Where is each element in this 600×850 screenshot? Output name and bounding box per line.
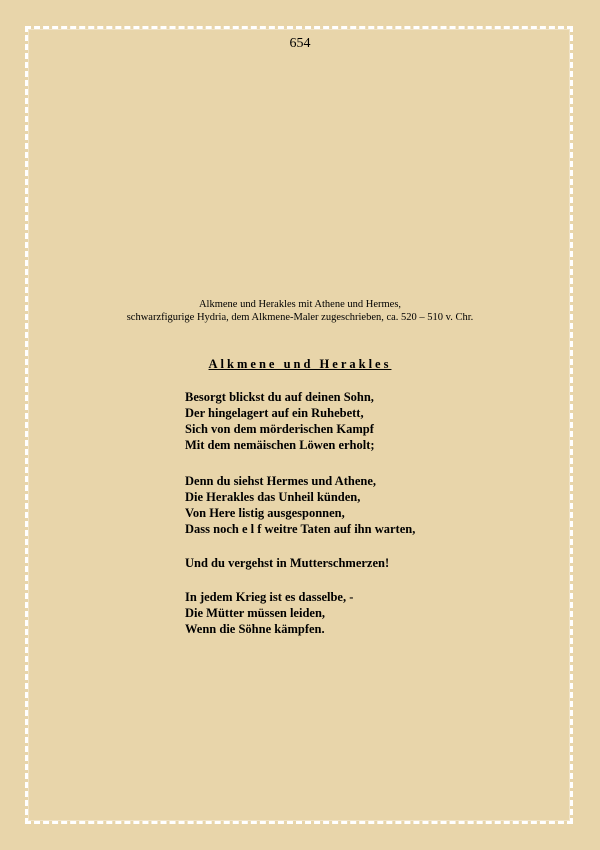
poem-line: Besorgt blickst du auf deinen Sohn, — [185, 390, 374, 404]
caption-line: Alkmene und Herakles mit Athene und Hermes, — [198, 299, 402, 310]
poem-stanza-3 — [185, 555, 389, 571]
poem-line: Der hingelagert auf ein Ruhebett, — [185, 406, 364, 420]
poem-stanza-1 — [185, 389, 375, 453]
poem-line: Mit dem nemäischen Löwen erholt; — [185, 438, 375, 452]
poem-line: Wenn die Söhne kämpfen. — [185, 622, 325, 636]
poem-line: Denn du siehst Hermes und Athene, — [185, 474, 376, 488]
caption-line: schwarzfigurige Hydria, dem Alkmene-Maler zugeschrieben, ca. 520 – 510 v. Chr. — [126, 312, 474, 323]
poem-line: Und du vergehst in Mutterschmerzen! — [185, 556, 390, 570]
poem-line: Die Herakles das Unheil künden, — [185, 490, 361, 504]
poem-line: Die Mütter müssen leiden, — [185, 606, 326, 620]
poem-line: Von Here listig ausgesponnen, — [185, 506, 345, 520]
poem-stanza-4 — [185, 589, 353, 637]
poem-line: Dass noch e l f weitre Taten auf ihn warten, — [185, 522, 416, 536]
page-number: 654 — [289, 36, 311, 51]
poem-line: In jedem Krieg ist es dasselbe, - — [185, 590, 354, 604]
image-caption — [0, 298, 600, 324]
poem-title: Alkmene und Herakles — [208, 357, 392, 371]
poem-line: Sich von dem mörderischen Kampf — [185, 422, 374, 436]
poem-stanza-2 — [185, 473, 415, 537]
